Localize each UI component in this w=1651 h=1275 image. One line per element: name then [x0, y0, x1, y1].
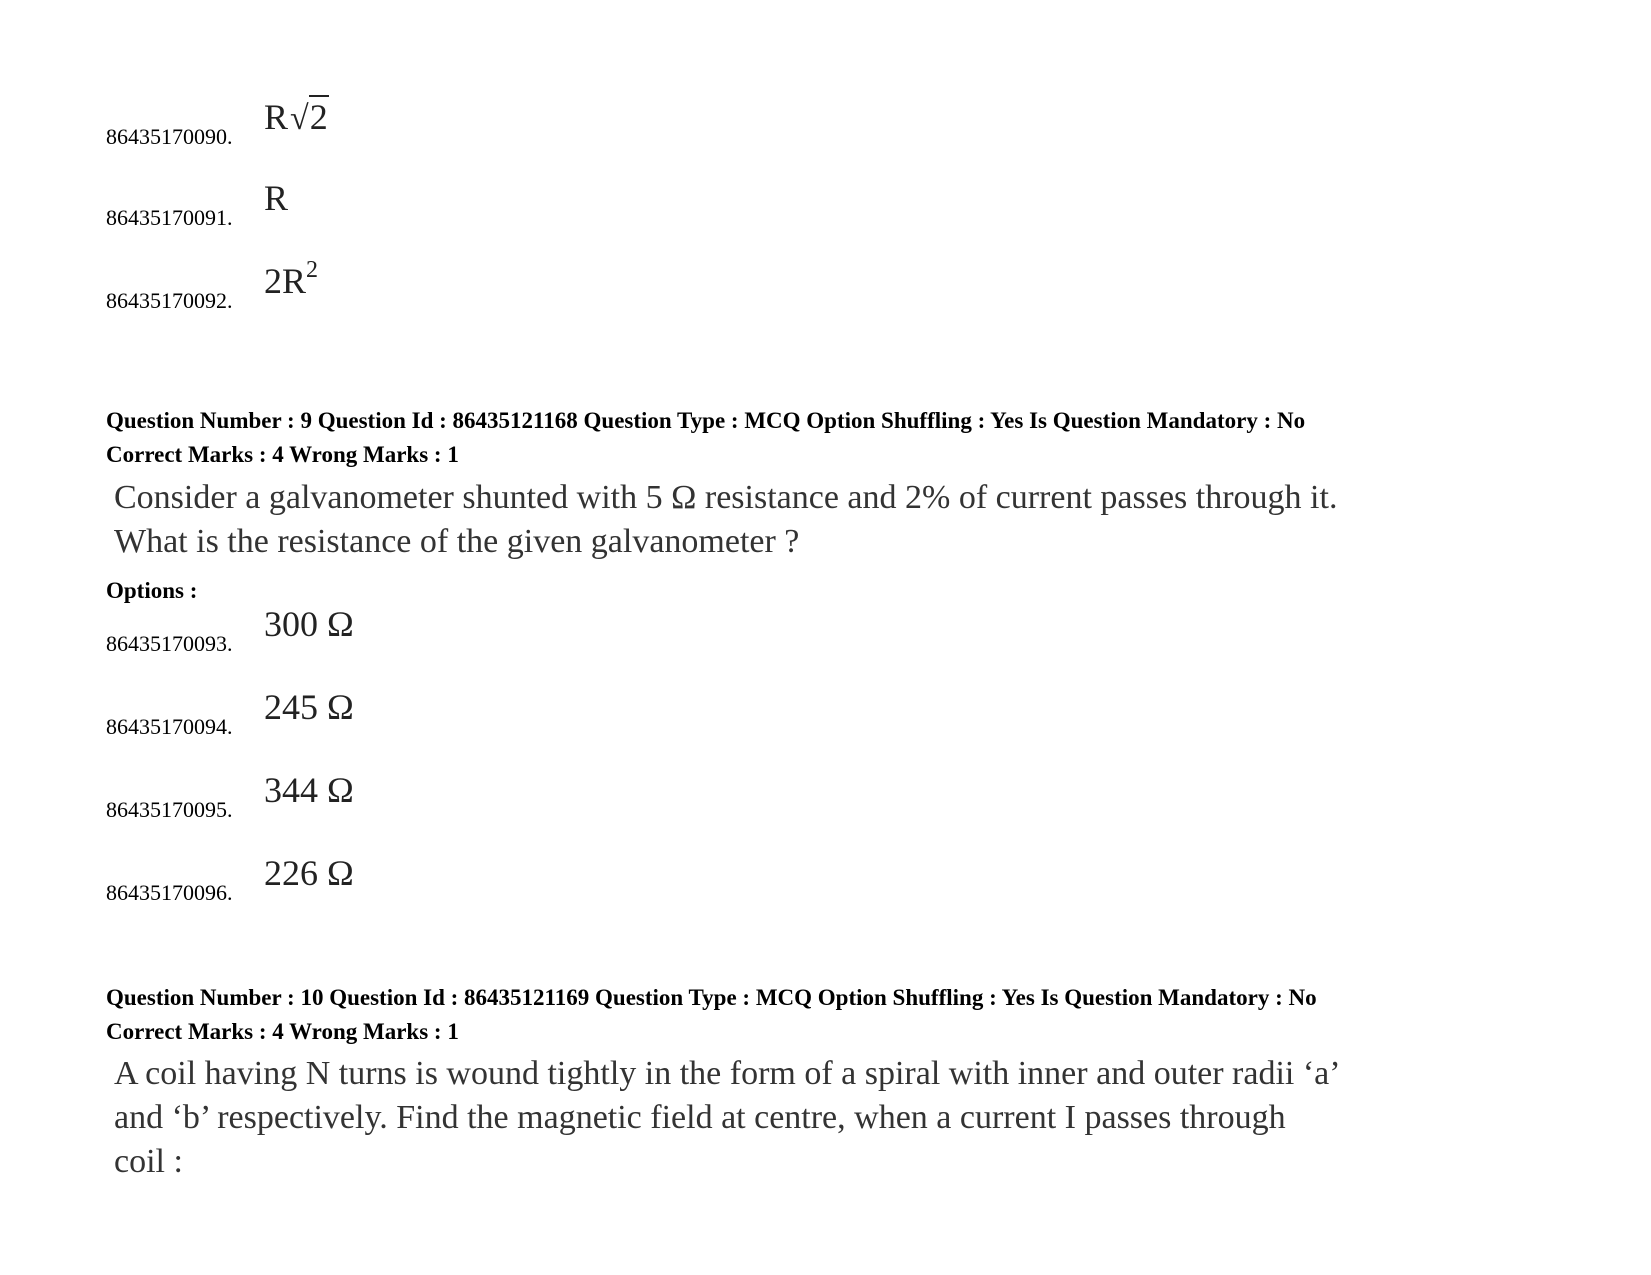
option-86435170093: [106, 603, 706, 663]
question-9-options-label: Options :: [106, 578, 198, 603]
question-10-text: [114, 1052, 1590, 1184]
question-10-meta: [106, 981, 1317, 1049]
question-9-text-line2: What is the resistance of the given galvanometer ?: [114, 523, 800, 560]
question-9-text-line1: Consider a galvanometer shunted with 5 Ω resistance and 2% of current passes through it.: [114, 479, 1338, 516]
option-id: 86435170091.: [106, 205, 233, 230]
option-text: 300 Ω: [264, 604, 354, 644]
question-9-meta-line1: Question Number : 9 Question Id : 86435121168 Question Type : MCQ Option Shuffling : Yes Is Question Mandatory : No: [106, 408, 1306, 433]
sqrt-symbol: √2: [290, 97, 328, 137]
option-id: 86435170093.: [106, 631, 233, 656]
option-text: [264, 96, 329, 138]
question-10-text-line3: coil :: [114, 1143, 183, 1180]
sqrt-radicand: 2: [309, 97, 328, 137]
option-text: 245 Ω: [264, 687, 354, 727]
option-text: 344 Ω: [264, 770, 354, 810]
question-9-marks: Correct Marks : 4 Wrong Marks : 1: [106, 442, 459, 467]
option-text: R: [264, 178, 289, 218]
option-id: 86435170094.: [106, 714, 233, 739]
option-86435170096: [106, 852, 706, 912]
option-86435170092: [106, 257, 706, 320]
question-10-text-line1: A coil having N turns is wound tightly in the form of a spiral with inner and outer radii ‘a’: [114, 1055, 1341, 1092]
question-9-meta: [106, 404, 1305, 472]
option-86435170094: [106, 686, 706, 746]
option-text: 226 Ω: [264, 853, 354, 893]
question-10-meta-line1: Question Number : 10 Question Id : 86435121169 Question Type : MCQ Option Shuffling : Yes Is Question Mandatory : No: [106, 985, 1317, 1010]
question-10-text-line2: and ‘b’ respectively. Find the magnetic field at centre, when a current I passes through: [114, 1099, 1286, 1136]
option-86435170091: [106, 177, 706, 237]
option-text: [264, 257, 319, 302]
option-id: 86435170092.: [106, 288, 233, 313]
question-9-text: [114, 476, 1590, 564]
question-10-marks: Correct Marks : 4 Wrong Marks : 1: [106, 1019, 459, 1044]
option-86435170095: [106, 769, 706, 829]
option-id: 86435170090.: [106, 124, 233, 149]
option-text-main: 2R: [264, 261, 307, 301]
option-86435170090: [106, 96, 706, 156]
superscript: 2: [306, 257, 319, 283]
option-id: 86435170095.: [106, 797, 233, 822]
option-id: 86435170096.: [106, 880, 233, 905]
option-text-main: R: [264, 97, 289, 137]
